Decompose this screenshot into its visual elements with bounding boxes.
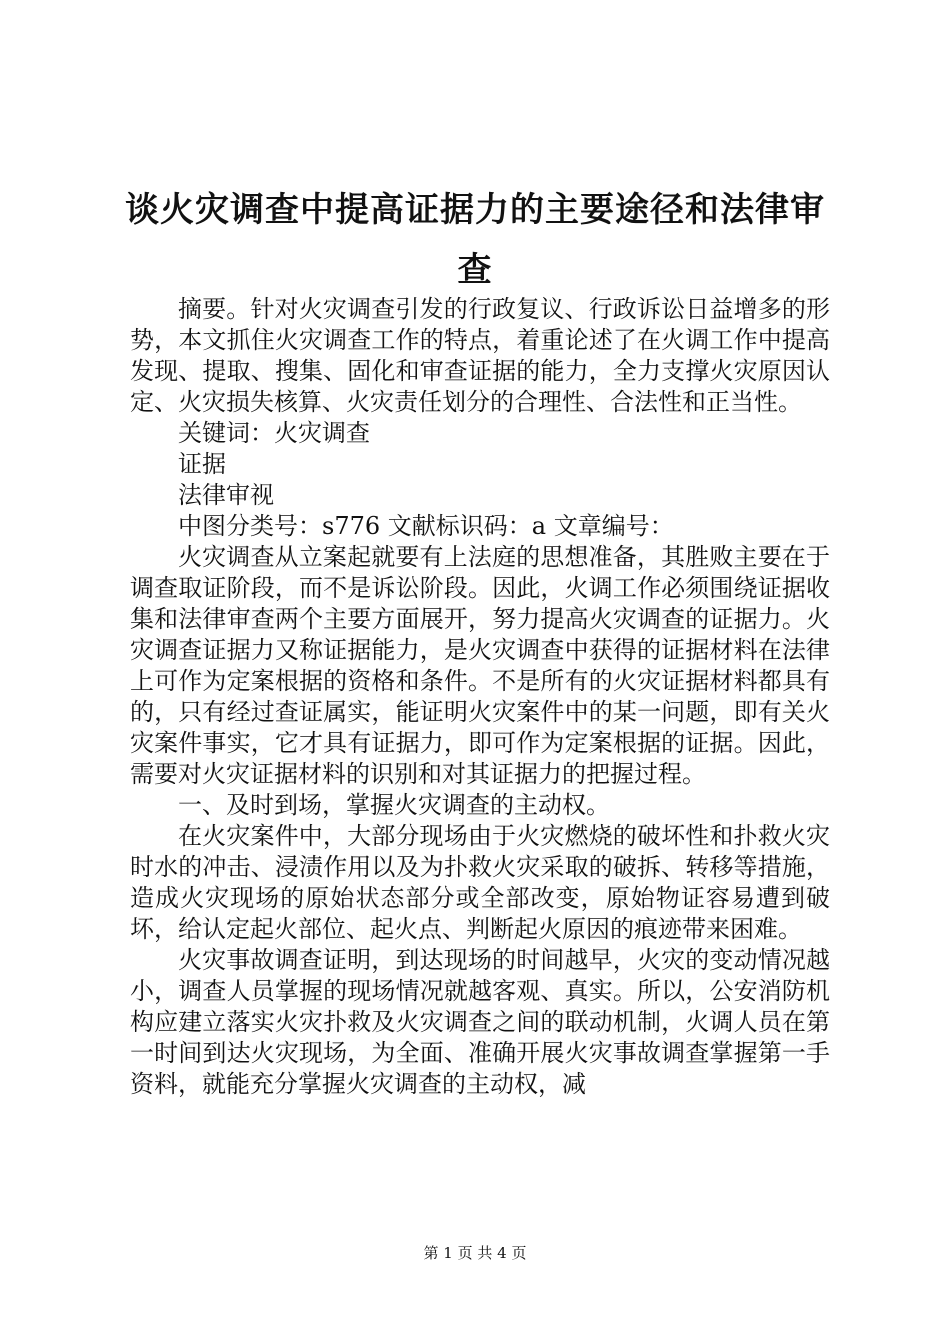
keywords-line: 关键词：火灾调查 — [178, 419, 370, 447]
document-body — [130, 294, 830, 1100]
abstract-paragraph: 摘要。针对火灾调查引发的行政复议、行政诉讼日益增多的形势，本文抓住火灾调查工作的特点，着重论述了在火调工作中提高发现、提取、搜集、固化和审查证据的能力，全力支撑火灾原因认定、火灾损失核算、火灾责任划分的合理性、合法性和正当性。 — [130, 295, 830, 416]
classification-line: 中图分类号：s776 文献标识码：a 文章编号： — [178, 512, 674, 540]
body-paragraph: 火灾调查从立案起就要有上法庭的思想准备，其胜败主要在于调查取证阶段，而不是诉讼阶段。因此，火调工作必须围绕证据收集和法律审查两个主要方面展开，努力提高火灾调查的证据力。火灾调查证据力又称证据能力，是火灾调查中获得的证据材料在法律上可作为定案根据的资格和条件。不是所有的火灾证据材料都具有的，只有经过查证属实，能证明火灾案件中的某一问题，即有关火灾案件事实，它才具有证据力，即可作为定案根据的证据。因此，需要对火灾证据材料的识别和对其证据力的把握过程。 — [130, 543, 830, 788]
section-heading: 一、及时到场，掌握火灾调查的主动权。 — [178, 791, 610, 819]
body-paragraph: 在火灾案件中，大部分现场由于火灾燃烧的破坏性和扑救火灾时水的冲击、浸渍作用以及为扑救火灾采取的破拆、转移等措施，造成火灾现场的原始状态部分或全部改变，原始物证容易遭到破坏，给认定起火部位、起火点、判断起火原因的痕迹带来困难。 — [130, 822, 830, 943]
document-title: 谈火灾调查中提高证据力的主要途径和法律审查 — [125, 190, 825, 290]
keyword-item: 证据 — [178, 450, 226, 478]
body-paragraph: 火灾事故调查证明，到达现场的时间越早，火灾的变动情况越小，调查人员掌握的现场情况就越客观、真实。所以，公安消防机构应建立落实火灾扑救及火灾调查之间的联动机制，火调人员在第一时间到达火灾现场，为全面、准确开展火灾事故调查掌握第一手资料，就能充分掌握火灾调查的主动权，减 — [130, 946, 830, 1098]
page-footer: 第 1 页 共 4 页 — [423, 1244, 527, 1262]
keyword-item: 法律审视 — [178, 481, 274, 509]
